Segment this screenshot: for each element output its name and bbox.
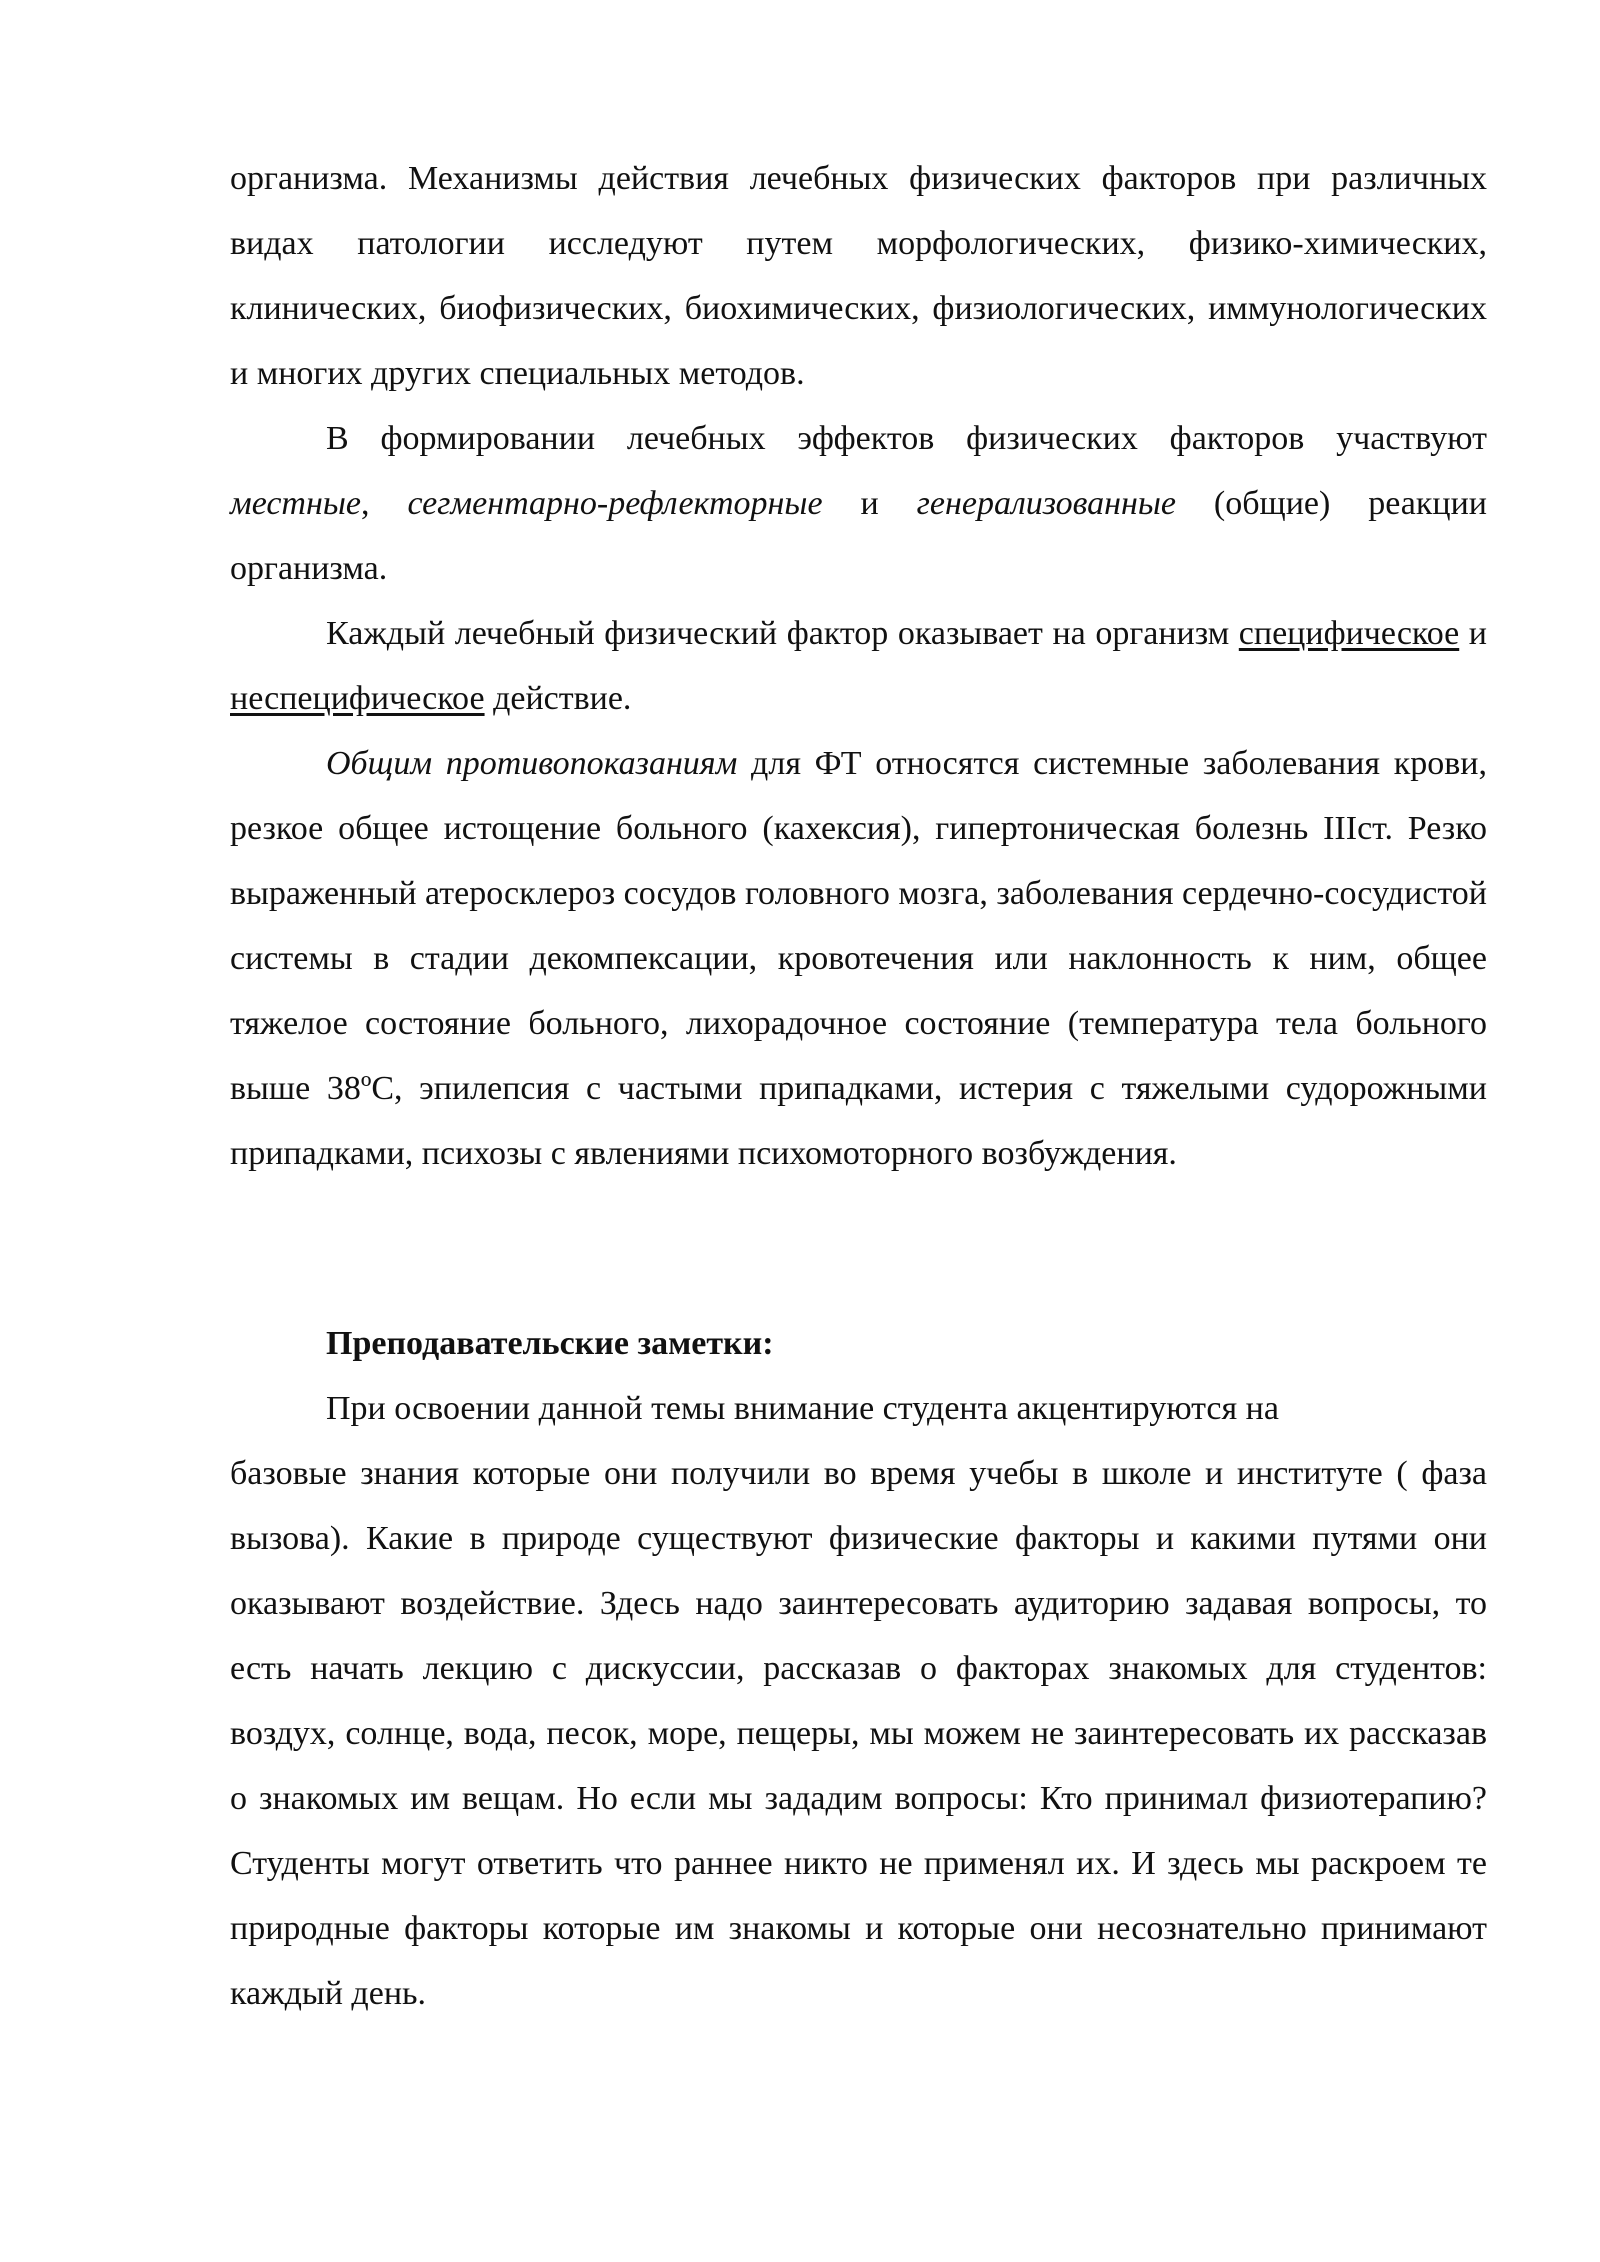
reactions-sep-1: , xyxy=(360,485,408,522)
reactions-tail: (общие) реакции организма. xyxy=(230,485,1487,587)
paragraph-contraindications xyxy=(230,731,1487,1186)
action-sep: и xyxy=(1459,615,1487,652)
term-nonspecific: неспецифическое xyxy=(230,680,485,717)
term-contraindications: Общим противопоказаниям xyxy=(326,745,738,782)
paragraph-methods xyxy=(230,146,1487,406)
notes-body: базовые знания которые они получили во время учебы в школе и институте ( фаза вызова). Какие в природе существуют физические факторы и какими путями они оказывают воздействие. Здесь надо заинтересовать аудиторию задавая вопросы, то есть начать лекцию с дискуссии, рассказав о факторах знакомых для студентов: воздух, солнце, вода, песок, море, пещеры, мы можем не заинтересовать их рассказав о знакомых им вещам. Но если мы зададим вопросы: Кто принимал физиотерапию? Студенты могут ответить что раннее никто не применял их. И здесь мы раскроем те природные факторы которые им знакомы и которые они несознательно принимают каждый день. xyxy=(230,1455,1487,2012)
reactions-sep-2: и xyxy=(822,485,917,522)
term-local: местные xyxy=(230,485,361,522)
term-specific: специфическое xyxy=(1238,615,1460,652)
paragraph-reactions xyxy=(230,406,1487,601)
action-lead: Каждый лечебный физический фактор оказывает на организм xyxy=(326,615,1239,652)
term-generalized: генерализованные xyxy=(916,485,1176,522)
main-text xyxy=(230,146,1487,1186)
notes-heading: Преподавательские заметки: xyxy=(326,1325,774,1362)
paragraph-methods-text: организма. Механизмы действия лечебных физических факторов при различных видах патологии исследуют путем морфологических, физико-химических, клинических, биофизических, биохимических, физиологических, иммунологических и многих других специальных методов. xyxy=(230,160,1487,392)
notes-first-line: При освоении данной темы внимание студента акцентируются на xyxy=(326,1390,1279,1427)
action-tail: действие. xyxy=(484,680,632,717)
contraindications-text: для ФТ относятся системные заболевания крови, резкое общее истощение больного (кахексия), гипертоническая болезнь IIIст. Резко выраженный атеросклероз сосудов головного мозга, заболевания сердечно-сосудистой системы в стадии декомпексации, кровотечения или наклонность к ним, общее тяжелое состояние больного, лихорадочное состояние (температура тела больного выше 38ºC, эпилепсия с частыми припадками, истерия с тяжелыми судорожными припадками, психозы с явлениями психомоторного возбуждения. xyxy=(230,745,1487,1172)
paragraph-action xyxy=(230,601,1487,731)
reactions-lead: В формировании лечебных эффектов физических факторов участвуют xyxy=(326,420,1487,457)
term-segmental-reflex: сегментарно-рефлекторные xyxy=(407,485,823,522)
teacher-notes xyxy=(230,1311,1487,2026)
